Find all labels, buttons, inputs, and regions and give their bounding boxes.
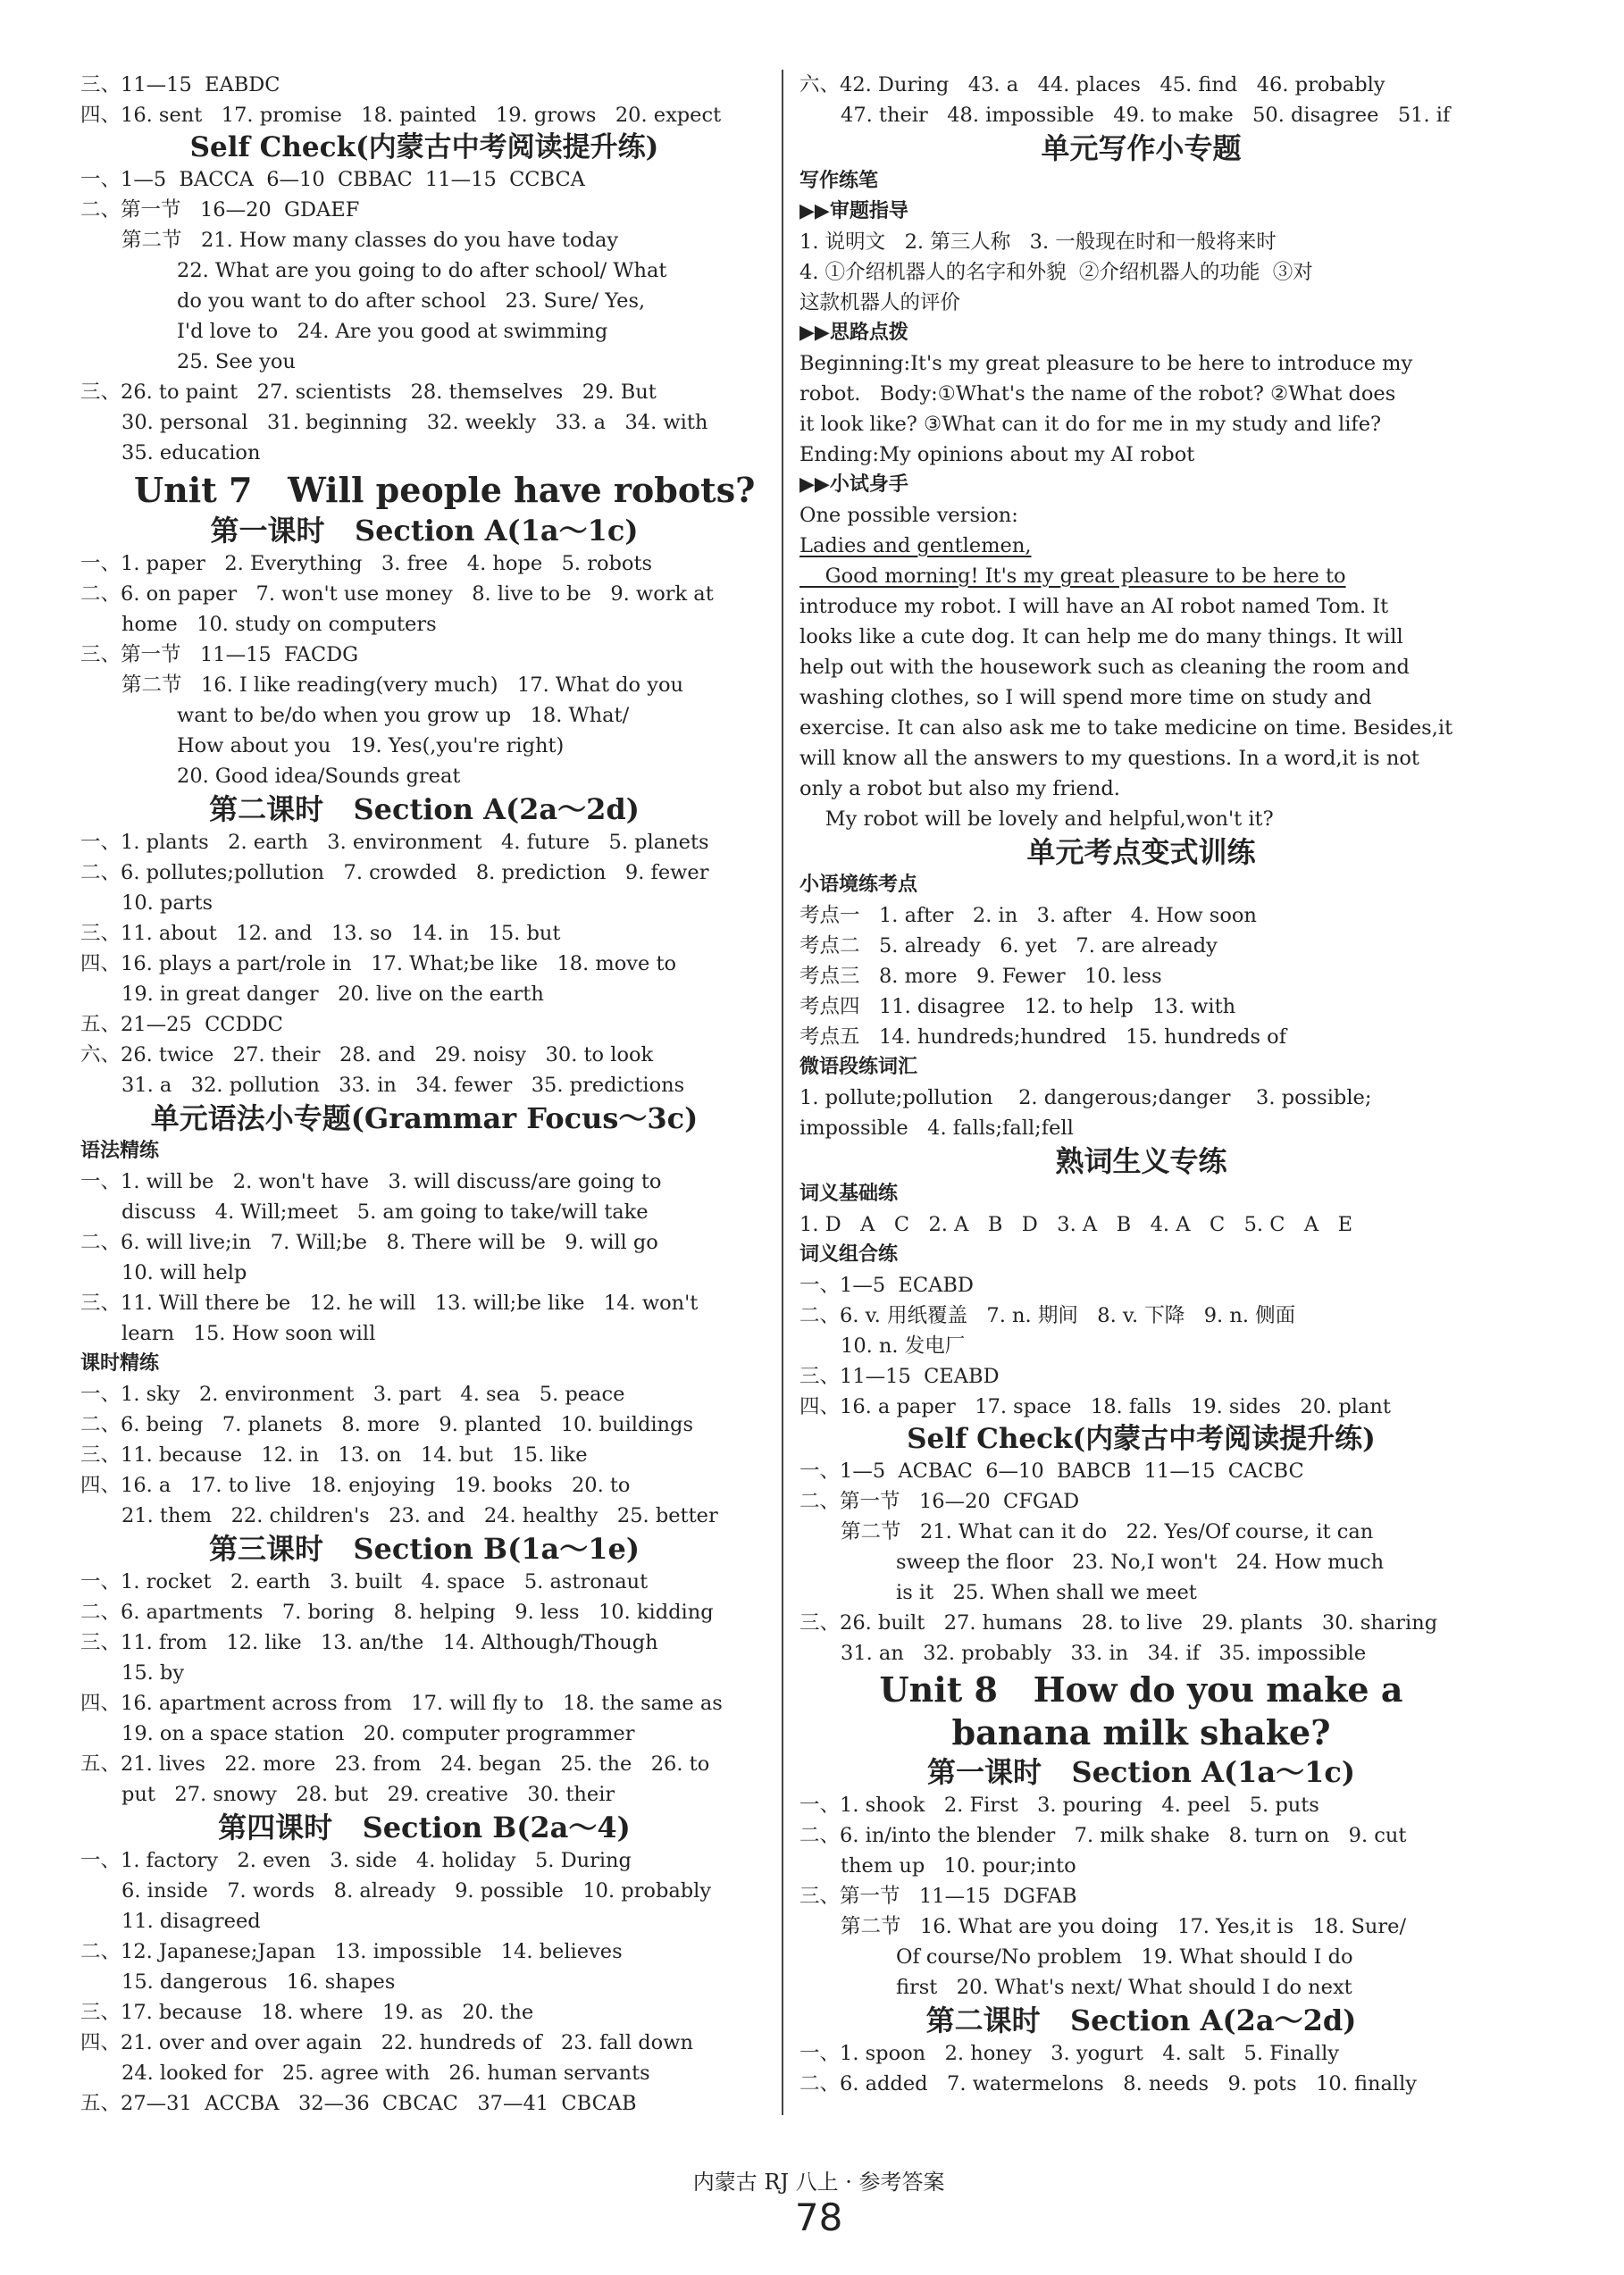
answer-line: 四、16. a 17. to live 18. enjoying 19. books 20. to	[80, 1474, 631, 1497]
answer-line: 47. their 48. impossible 49. to make 50. disagree 51. if	[841, 104, 1451, 127]
answer-line: 19. in great danger 20. live on the earth	[121, 983, 544, 1006]
answer-line: 10. will help	[121, 1261, 247, 1284]
answer-line: Beginning:It's my great pleasure to be here to introduce my	[799, 352, 1413, 375]
answer-line: 一、1—5 ECABD	[799, 1274, 974, 1297]
answer-line: 1. D A C 2. A B D 3. A B 4. A C 5. C A E	[799, 1213, 1353, 1236]
answer-line: 第二节 16. What are you doing 17. Yes,it is 18. Sure/	[841, 1915, 1407, 1938]
answer-line: 31. an 32. probably 33. in 34. if 35. impossible	[841, 1642, 1367, 1665]
answer-line: 二、6. in/into the blender 7. milk shake 8. turn on 9. cut	[799, 1824, 1407, 1847]
answer-line: 四、16. apartment across from 17. will fly to 18. the same as	[80, 1692, 723, 1715]
answer-line: exercise. It can also ask me to take medicine on time. Besides,it	[799, 716, 1453, 740]
answer-line: 三、11. Will there be 12. he will 13. will;be like 14. won't	[80, 1292, 699, 1315]
answer-line: One possible version:	[799, 504, 1018, 527]
answer-line: only a robot but also my friend.	[799, 777, 1120, 800]
column-divider	[782, 70, 783, 2115]
answer-line: 4. ①介绍机器人的名字和外貌 ②介绍机器人的功能 ③对	[799, 261, 1313, 284]
answer-line: 一、1. will be 2. won't have 3. will discuss/are going to	[80, 1170, 662, 1193]
answer-line: looks like a cute dog. It can help me do many things. It will	[799, 625, 1403, 648]
answer-line: 二、6. will live;in 7. Will;be 8. There will be 9. will go	[80, 1231, 658, 1254]
answer-line: 25. See you	[177, 350, 296, 373]
answer-line: 二、第一节 16—20 CFGAD	[799, 1490, 1080, 1513]
section-title: 熟词生义专练	[1055, 1144, 1227, 1178]
answer-line: them up 10. pour;into	[841, 1854, 1076, 1878]
answer-line: 第二节 21. How many classes do you have today	[121, 229, 619, 252]
answer-line: Ending:My opinions about my AI robot	[799, 443, 1195, 466]
section-title: 第二课时 Section A(2a～2d)	[209, 792, 640, 826]
answer-line: it look like? ③What can it do for me in my study and life?	[799, 413, 1382, 436]
unit-title: Unit 8 How do you make a	[879, 1669, 1403, 1710]
answer-line: 20. Good idea/Sounds great	[177, 765, 461, 788]
answer-line: 10. n. 发电厂	[841, 1334, 966, 1358]
answer-line: learn 15. How soon will	[121, 1322, 376, 1345]
answer-line: 三、26. to paint 27. scientists 28. themselves 29. But	[80, 381, 657, 404]
answer-line: 四、16. sent 17. promise 18. painted 19. grows 20. expect	[80, 104, 722, 127]
answer-line: 一、1. rocket 2. earth 3. built 4. space 5. astronaut	[80, 1570, 649, 1593]
answer-line: 第二节 21. What can it do 22. Yes/Of course, it can	[841, 1520, 1374, 1543]
answer-line: 三、26. built 27. humans 28. to live 29. plants 30. sharing	[799, 1611, 1438, 1635]
answer-line: 四、16. plays a part/role in 17. What;be like 18. move to	[80, 952, 677, 975]
answer-line: impossible 4. falls;fall;fell	[799, 1117, 1074, 1140]
subheading: 写作练笔	[799, 170, 879, 192]
section-title: 单元写作小专题	[1041, 131, 1242, 165]
section-title: 第二课时 Section A(2a～2d)	[925, 2003, 1357, 2037]
answer-line: 二、12. Japanese;Japan 13. impossible 14. believes	[80, 1940, 623, 1963]
answer-line: 五、27—31 ACCBA 32—36 CBCAC 37—41 CBCAB	[80, 2092, 637, 2115]
answer-line: 三、11. from 12. like 13. an/the 14. Although/Though	[80, 1631, 658, 1654]
answer-line: 二、6. v. 用纸覆盖 7. n. 期间 8. v. 下降 9. n. 侧面	[799, 1304, 1296, 1327]
answer-line: 一、1. spoon 2. honey 3. yogurt 4. salt 5. Finally	[799, 2042, 1339, 2065]
page-footer	[0, 2139, 1624, 2239]
answer-line: 六、42. During 43. a 44. places 45. find 46. probably	[799, 73, 1385, 96]
answer-line: 15. dangerous 16. shapes	[121, 1970, 396, 1994]
answer-line: 一、1. factory 2. even 3. side 4. holiday 5. During	[80, 1849, 632, 1872]
answer-line: washing clothes, so I will spend more time on study and	[799, 686, 1372, 709]
subheading: ▶▶思路点拨	[799, 322, 908, 344]
answer-line: 1. pollute;pollution 2. dangerous;danger 3. possible;	[799, 1086, 1372, 1109]
answer-line: 五、21—25 CCDDC	[80, 1013, 283, 1036]
answer-line: introduce my robot. I will have an AI robot named Tom. It	[799, 595, 1389, 618]
section-title: 单元考点变式训练	[1026, 835, 1256, 869]
answer-line: 三、第一节 11—15 DGFAB	[799, 1885, 1077, 1908]
answer-line: Of course/No problem 19. What should I do	[896, 1945, 1353, 1969]
answer-line: want to be/do when you grow up 18. What/	[177, 704, 630, 727]
subheading: 词义基础练	[799, 1183, 899, 1205]
answer-line: put 27. snowy 28. but 29. creative 30. their	[121, 1783, 615, 1806]
answer-line: 22. What are you going to do after school/ What	[177, 259, 667, 282]
answer-line: 二、6. added 7. watermelons 8. needs 9. pots 10. finally	[799, 2072, 1418, 2095]
answer-line: Good morning! It's my great pleasure to be here to	[799, 565, 1346, 588]
right-column	[799, 70, 1483, 2099]
answer-line: 四、16. a paper 17. space 18. falls 19. sides 20. plant	[799, 1395, 1391, 1418]
answer-line: 五、21. lives 22. more 23. from 24. began 25. the 26. to	[80, 1752, 710, 1776]
answer-line: 10. parts	[121, 891, 213, 915]
answer-line: 35. education	[121, 441, 261, 464]
subheading: 课时精练	[80, 1352, 160, 1375]
answer-line: I'd love to 24. Are you good at swimming	[177, 320, 608, 343]
answer-line: 11. disagreed	[121, 1910, 261, 1933]
answer-line: 二、6. on paper 7. won't use money 8. live to be 9. work at	[80, 582, 714, 606]
answer-line: 考点一 1. after 2. in 3. after 4. How soon	[799, 904, 1257, 927]
answer-line: 31. a 32. pollution 33. in 34. fewer 35. predictions	[121, 1074, 685, 1097]
answer-line: 6. inside 7. words 8. already 9. possible 10. probably	[121, 1879, 712, 1903]
answer-line: will know all the answers to my questions. In a word,it is not	[799, 747, 1419, 770]
answer-line: 一、1—5 BACCA 6—10 CBBAC 11—15 CCBCA	[80, 168, 585, 191]
answer-line: 一、1. paper 2. Everything 3. free 4. hope 5. robots	[80, 552, 653, 575]
answer-line: first 20. What's next/ What should I do next	[896, 1976, 1352, 1999]
subheading: ▶▶小试身手	[799, 473, 908, 496]
answer-line: 三、17. because 18. where 19. as 20. the	[80, 2001, 534, 2024]
answer-line: do you want to do after school 23. Sure/ Yes,	[177, 289, 646, 313]
answer-line: robot. Body:①What's the name of the robot? ②What does	[799, 382, 1396, 406]
answer-line: 三、11—15 EABDC	[80, 73, 280, 96]
subheading: ▶▶审题指导	[799, 200, 908, 222]
page-number: 78	[794, 2196, 843, 2239]
answer-line: 1. 说明文 2. 第三人称 3. 一般现在时和一般将来时	[799, 230, 1277, 254]
section-title: 第三课时 Section B(1a～1e)	[208, 1532, 640, 1566]
answer-line: 三、第一节 11—15 FACDG	[80, 643, 359, 666]
answer-line: is it 25. When shall we meet	[896, 1581, 1197, 1604]
answer-line: 二、第一节 16—20 GDAEF	[80, 198, 360, 222]
answer-line: home 10. study on computers	[121, 613, 437, 636]
answer-line: 24. looked for 25. agree with 26. human servants	[121, 2062, 650, 2085]
answer-line: 这款机器人的评价	[799, 291, 961, 314]
answer-line: 三、11. because 12. in 13. on 14. but 15. like	[80, 1443, 588, 1467]
answer-line: 19. on a space station 20. computer programmer	[121, 1722, 635, 1745]
answer-line: How about you 19. Yes(,you're right)	[177, 734, 565, 757]
answer-line: 二、6. apartments 7. boring 8. helping 9. less 10. kidding	[80, 1601, 714, 1624]
answer-line: 第二节 16. I like reading(very much) 17. What do you	[121, 673, 683, 697]
subheading: 语法精练	[80, 1140, 160, 1162]
answer-line: 考点五 14. hundreds;hundred 15. hundreds of	[799, 1025, 1287, 1049]
answer-line: 考点四 11. disagree 12. to help 13. with	[799, 995, 1236, 1018]
subheading: 微语段练词汇	[799, 1056, 918, 1078]
section-title: Self Check(内蒙古中考阅读提升练)	[907, 1423, 1376, 1455]
section-title: 第一课时 Section A(1a～1c)	[927, 1755, 1355, 1789]
section-title: Self Check(内蒙古中考阅读提升练)	[189, 131, 659, 163]
answer-line: discuss 4. Will;meet 5. am going to take/will take	[121, 1200, 649, 1224]
subheading: 词义组合练	[799, 1243, 899, 1266]
answer-line: 四、21. over and over again 22. hundreds of 23. fall down	[80, 2031, 693, 2054]
answer-line: 三、11. about 12. and 13. so 14. in 15. but	[80, 922, 561, 945]
unit-title: Unit 7 Will people have robots?	[134, 470, 756, 510]
unit-title: banana milk shake?	[951, 1712, 1331, 1752]
section-title: 第一课时 Section A(1a～1c)	[210, 514, 639, 548]
footer-label: 内蒙古 RJ 八上 · 参考答案	[692, 2170, 945, 2195]
answer-line: My robot will be lovely and helpful,won't it?	[799, 807, 1274, 831]
answer-line: 考点二 5. already 6. yet 7. are already	[799, 934, 1218, 958]
section-title: 第四课时 Section B(2a～4)	[218, 1811, 631, 1844]
answer-line: 一、1. sky 2. environment 3. part 4. sea 5. peace	[80, 1383, 625, 1406]
answer-line: 21. them 22. children's 23. and 24. healthy 25. better	[121, 1504, 718, 1527]
answer-line: 二、6. being 7. planets 8. more 9. planted 10. buildings	[80, 1413, 693, 1436]
answer-line: sweep the floor 23. No,I won't 24. How much	[896, 1551, 1385, 1574]
answer-line: 30. personal 31. beginning 32. weekly 33. a 34. with	[121, 411, 708, 434]
answer-line: 15. by	[121, 1661, 185, 1685]
answer-line: 三、11—15 CEABD	[799, 1365, 1000, 1388]
answer-line: 二、6. pollutes;pollution 7. crowded 8. prediction 9. fewer	[80, 861, 709, 884]
answer-line: 一、1. shook 2. First 3. pouring 4. peel 5. puts	[799, 1794, 1319, 1817]
answer-line: help out with the housework such as cleaning the room and	[799, 656, 1410, 679]
answer-line: 六、26. twice 27. their 28. and 29. noisy 30. to look	[80, 1043, 654, 1066]
section-title: 单元语法小专题(Grammar Focus～3c)	[150, 1101, 699, 1135]
answer-line: Ladies and gentlemen,	[799, 534, 1032, 557]
left-column	[80, 70, 768, 2119]
subheading: 小语境练考点	[799, 874, 918, 896]
answer-line: 一、1. plants 2. earth 3. environment 4. future 5. planets	[80, 831, 709, 854]
answer-line: 考点三 8. more 9. Fewer 10. less	[799, 965, 1162, 988]
answer-line: 一、1—5 ACBAC 6—10 BABCB 11—15 CACBC	[799, 1460, 1304, 1483]
